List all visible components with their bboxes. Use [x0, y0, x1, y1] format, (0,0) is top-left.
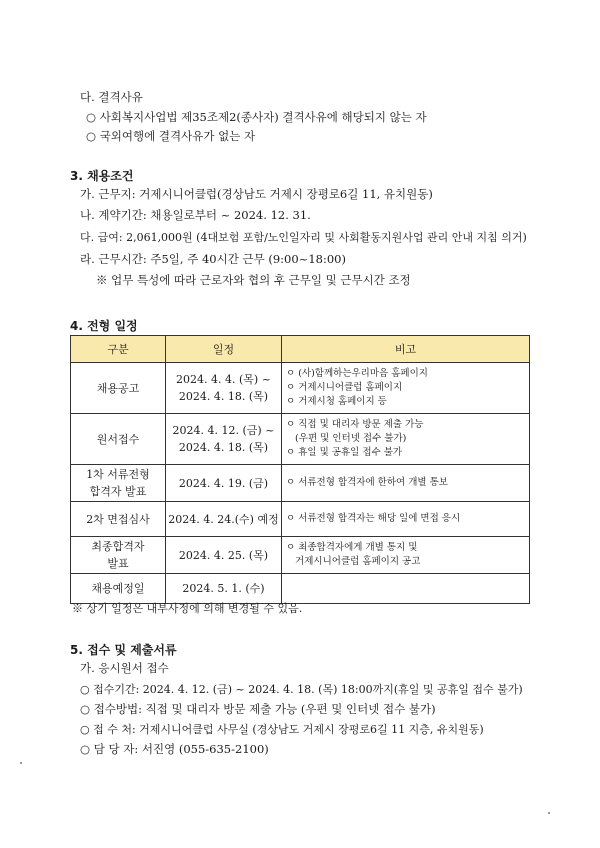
category-text: 1차 서류전형 [86, 468, 150, 481]
row-remarks [282, 574, 530, 604]
condition-contract: 나. 계약기간: 채용일로부터 ~ 2024. 12. 31. [80, 208, 311, 222]
table-row [71, 574, 530, 604]
row-category [71, 363, 166, 414]
row-date [166, 574, 282, 604]
table-header-row [71, 336, 530, 363]
category-text: 합격자 발표 [89, 485, 147, 498]
date-line: 2024. 4. 25. (목) [178, 548, 269, 562]
header-date: 일정 [166, 336, 282, 363]
table-row [71, 465, 530, 502]
section-title-schedule: 4. 전형 일정 [70, 319, 138, 333]
list-item: ○ 사회복지사업법 제35조제2(종사자) 결격사유에 해당되지 않는 자 [86, 110, 427, 124]
row-remarks [282, 363, 530, 414]
row-category [71, 574, 166, 604]
remark-line: 거제시니어클럽 홈페이지 공고 [286, 556, 421, 567]
row-date [166, 502, 282, 537]
row-remarks [282, 537, 530, 574]
row-remarks [282, 414, 530, 465]
condition-hours: 라. 근무시간: 주5일, 주 40시간 근무 (9:00~18:00) [80, 252, 346, 266]
remark-line: ㅇ 직접 및 대리자 방문 제출 가능 [286, 419, 424, 430]
scan-speck [20, 762, 22, 764]
date-line: 2024. 4. 12. (금) ~ [172, 424, 275, 437]
condition-workplace: 가. 근무지: 거제시니어클럽(경상남도 거제시 장평로6길 11, 유치원동) [80, 187, 433, 201]
application-period: ○ 접수기간: 2024. 4. 12. (금) ~ 2024. 4. 18. (목) 18:00까지(휴일 및 공휴일 접수 불가) [80, 683, 523, 696]
subheading-disqualification: 다. 결격사유 [80, 90, 143, 104]
row-category [71, 465, 166, 502]
row-remarks [282, 465, 530, 502]
condition-salary: 다. 급여: 2,061,000원 (4대보험 포함/노인일자리 및 사회활동지원사업 관리 안내 지침 의거) [80, 231, 527, 244]
date-line: 2024. 4. 18. (목) [178, 390, 269, 403]
table-row [71, 537, 530, 574]
row-category [71, 502, 166, 537]
section-title-employment-conditions: 3. 채용조건 [70, 169, 134, 183]
remark-line: ㅇ 서류전형 합격자에 한하여 개별 통보 [286, 477, 448, 488]
remark-line: ㅇ 서류전형 합격자는 해당 일에 면접 응시 [286, 513, 461, 524]
remark-line: ㅇ 최종합격자에게 개별 통지 및 [286, 542, 418, 553]
category-text: 최종합격자 [91, 540, 145, 553]
row-date [166, 363, 282, 414]
remark-line: ㅇ 거제시니어클럽 홈페이지 [286, 382, 403, 393]
row-date [166, 537, 282, 574]
scan-speck [548, 812, 550, 814]
remark-line: ㅇ 거제시청 홈페이지 등 [286, 396, 387, 407]
section-title-application: 5. 접수 및 제출서류 [70, 643, 177, 657]
list-item: ○ 국외여행에 결격사유가 없는 자 [86, 129, 256, 143]
category-text: 원서접수 [96, 432, 140, 446]
remark-line: ㅇ 휴일 및 공휴일 접수 불가 [286, 447, 403, 458]
schedule-table [70, 335, 530, 604]
date-line: 2024. 5. 1. (수) [182, 582, 265, 595]
row-date [166, 465, 282, 502]
date-line: 2024. 4. 18. (목) [178, 441, 269, 454]
category-text: 채용공고 [96, 381, 140, 395]
row-category [71, 414, 166, 465]
row-remarks [282, 502, 530, 537]
category-text: 발표 [107, 557, 129, 570]
schedule-footnote: ※ 상기 일정은 내부사정에 의해 변경될 수 있음. [72, 602, 303, 615]
category-text: 2차 면접심사 [86, 512, 150, 526]
date-line: 2024. 4. 24.(수) 예정 [168, 512, 279, 526]
table-row [71, 502, 530, 537]
table-row [71, 363, 530, 414]
condition-note: ※ 업무 특성에 따라 근로자와 협의 후 근무일 및 근무시간 조정 [96, 273, 411, 287]
table-row [71, 414, 530, 465]
subheading-application-form: 가. 응시원서 접수 [80, 661, 169, 675]
application-method: ○ 접수방법: 직접 및 대리자 방문 제출 가능 (우편 및 인터넷 접수 불가) [80, 702, 436, 716]
date-line: 2024. 4. 4. (목) ~ [176, 373, 271, 386]
date-line: 2024. 4. 19. (금) [178, 476, 269, 490]
remark-line: (우편 및 인터넷 접수 불가) [286, 433, 407, 444]
row-date [166, 414, 282, 465]
header-remarks: 비고 [282, 336, 530, 363]
application-contact: ○ 담 당 자: 서진영 (055-635-2100) [80, 742, 269, 756]
category-text: 채용예정일 [91, 582, 145, 595]
row-category [71, 537, 166, 574]
remark-line: ㅇ (사)함께하는우리마음 홈페이지 [286, 368, 428, 379]
header-category: 구분 [71, 336, 166, 363]
application-office: ○ 접 수 처: 거제시니어클럽 사무실 (경상남도 거제시 장평로6길 11 지층, 유치원동) [80, 723, 484, 736]
